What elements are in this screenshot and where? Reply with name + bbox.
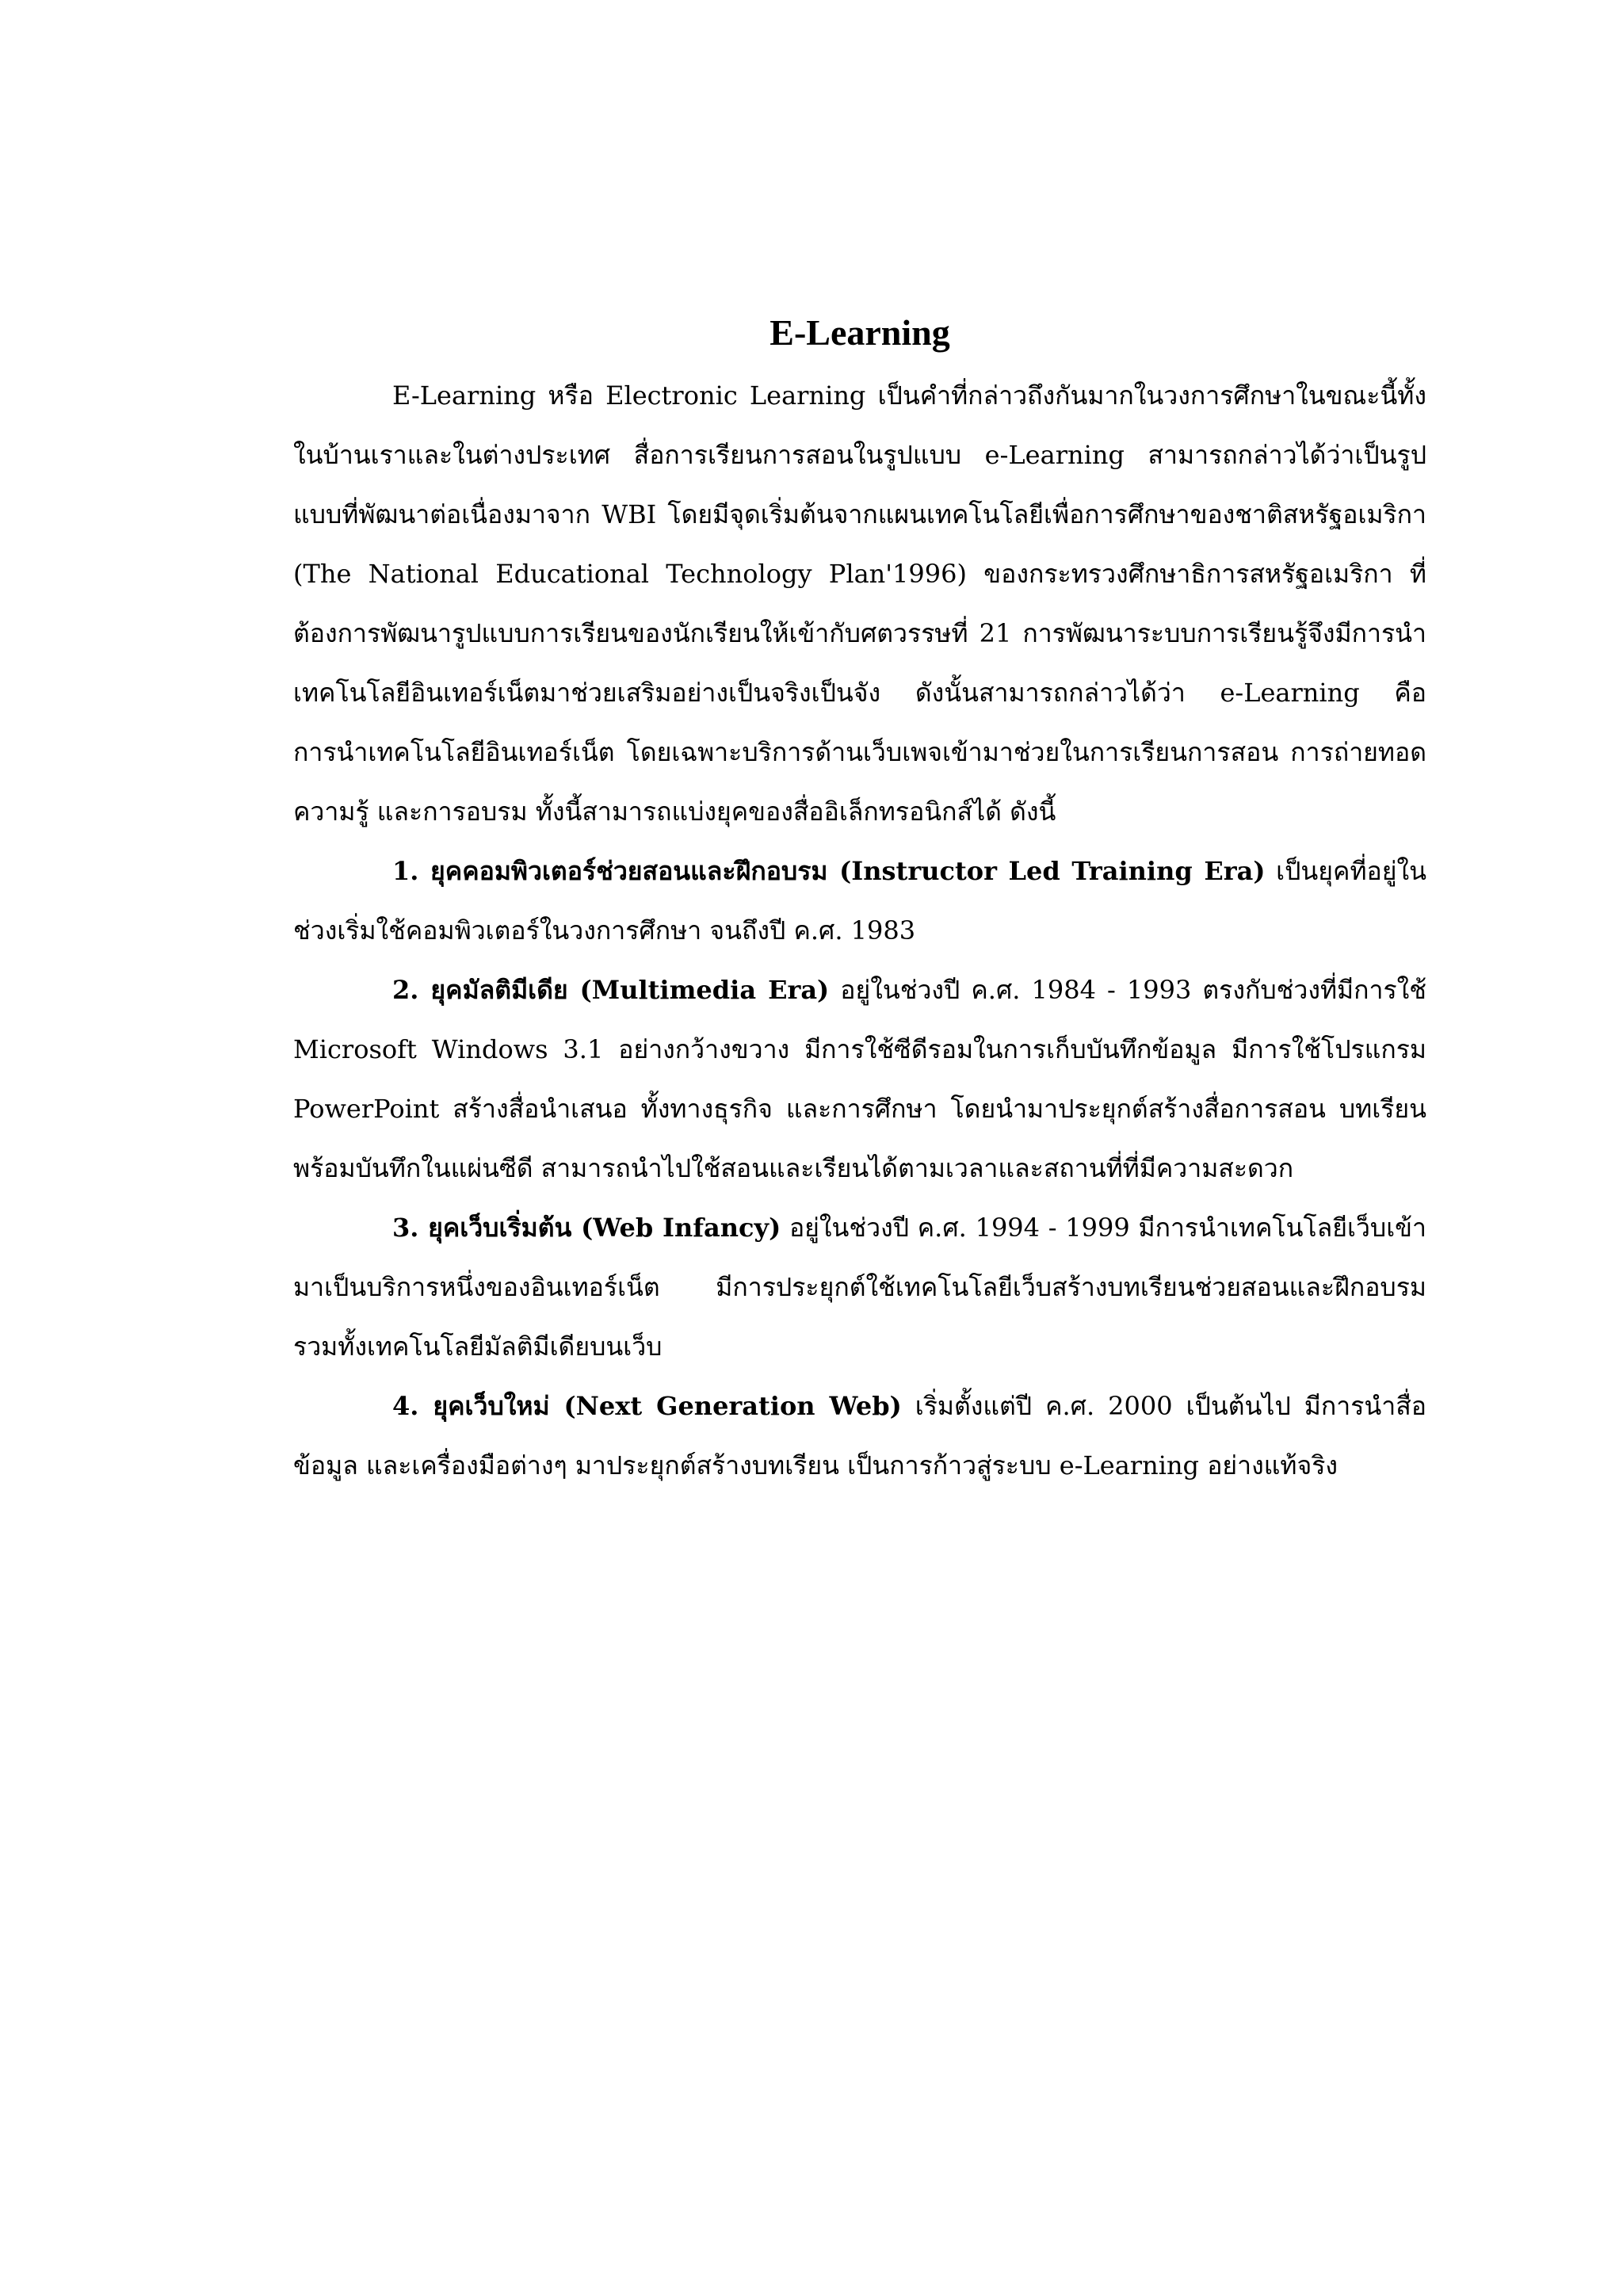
intro-paragraph: E-Learning หรือ Electronic Learning เป็นคำที่กล่าวถึงกันมากในวงการศึกษาในขณะนี้ทั้งในบ้านเราและในต่างประเทศ สื่อการเรียนการสอนในรูปแบบ e-Learning สามารถกล่าวได้ว่าเป็นรูปแบบที่พัฒนาต่อเนื่องมาจาก WBI โดยมีจุดเริ่มต้นจากแผนเทคโนโลยีเพื่อการศึกษาของชาติสหรัฐอเมริกา (The National Educational Technology Plan'1996) ของกระทรวงศึกษาธิการสหรัฐอเมริกา ที่ต้องการพัฒนารูปแบบการเรียนของนักเรียนให้เข้ากับศตวรรษที่ 21 การพัฒนาระบบการเรียนรู้จึงมีการนำเทคโนโลยีอินเทอร์เน็ตมาช่วยเสริมอย่างเป็นจริงเป็นจัง ดังนั้นสามารถกล่าวได้ว่า e-Learning คือ การนำเทคโนโลยีอินเทอร์เน็ต โดยเฉพาะบริการด้านเว็บเพจเข้ามาช่วยในการเรียนการสอน การถ่ายทอดความรู้ และการอบรม ทั้งนี้สามารถแบ่งยุคของสื่ออิเล็กทรอนิกส์ได้ ดังนี้: [293, 380, 1426, 827]
era-label-3: 3. ยุคเว็บเริ่มต้น (Web Infancy): [392, 1213, 781, 1243]
document-page: [293, 309, 1426, 1496]
era-text-3: อยู่ในช่วงปี ค.ศ. 1994 - 1999 มีการนำเทคโนโลยีเว็บเข้ามาเป็นบริการหนึ่งของอินเทอร์เน็ต มีการประยุกต์ใช้เทคโนโลยีเว็บสร้างบทเรียนช่วยสอนและฝึกอบรม รวมทั้งเทคโนโลยีมัลติมีเดียบนเว็บ: [293, 1213, 1426, 1362]
era-text-2: อยู่ในช่วงปี ค.ศ. 1984 - 1993 ตรงกับช่วงที่มีการใช้ Microsoft Windows 3.1 อย่างกว้างขวาง มีการใช้ซีดีรอมในการเก็บบันทึกข้อมูล มีการใช้โปรแกรม PowerPoint สร้างสื่อนำเสนอ ทั้งทางธุรกิจ และการศึกษา โดยนำมาประยุกต์สร้างสื่อการสอน บทเรียน พร้อมบันทึกในแผ่นซีดี สามารถนำไปใช้สอนและเรียนได้ตามเวลาและสถานที่ที่มีความสะดวก: [293, 975, 1427, 1183]
document-title: E-Learning: [769, 312, 950, 353]
era-label-4: 4. ยุคเว็บใหม่ (Next Generation Web): [392, 1391, 902, 1421]
era-paragraph-3: [293, 1198, 1426, 1377]
era-label-2: 2. ยุคมัลติมีเดีย (Multimedia Era): [392, 975, 830, 1005]
era-paragraph-2: [293, 961, 1426, 1198]
era-label-1: 1. ยุคคอมพิวเตอร์ช่วยสอนและฝึกอบรม (Instructor Led Training Era): [392, 856, 1266, 886]
era-paragraph-4: [293, 1377, 1426, 1496]
era-text-1: เป็นยุคที่อยู่ในช่วงเริ่มใช้คอมพิวเตอร์ในวงการศึกษา จนถึงปี ค.ศ. 1983: [293, 856, 1427, 946]
era-paragraph-1: [293, 842, 1426, 961]
era-text-4: เริ่มตั้งแต่ปี ค.ศ. 2000 เป็นต้นไป มีการนำสื่อข้อมูล และเครื่องมือต่างๆ มาประยุกต์สร้างบทเรียน เป็นการก้าวสู่ระบบ e-Learning อย่างแท้จริง: [293, 1391, 1427, 1480]
